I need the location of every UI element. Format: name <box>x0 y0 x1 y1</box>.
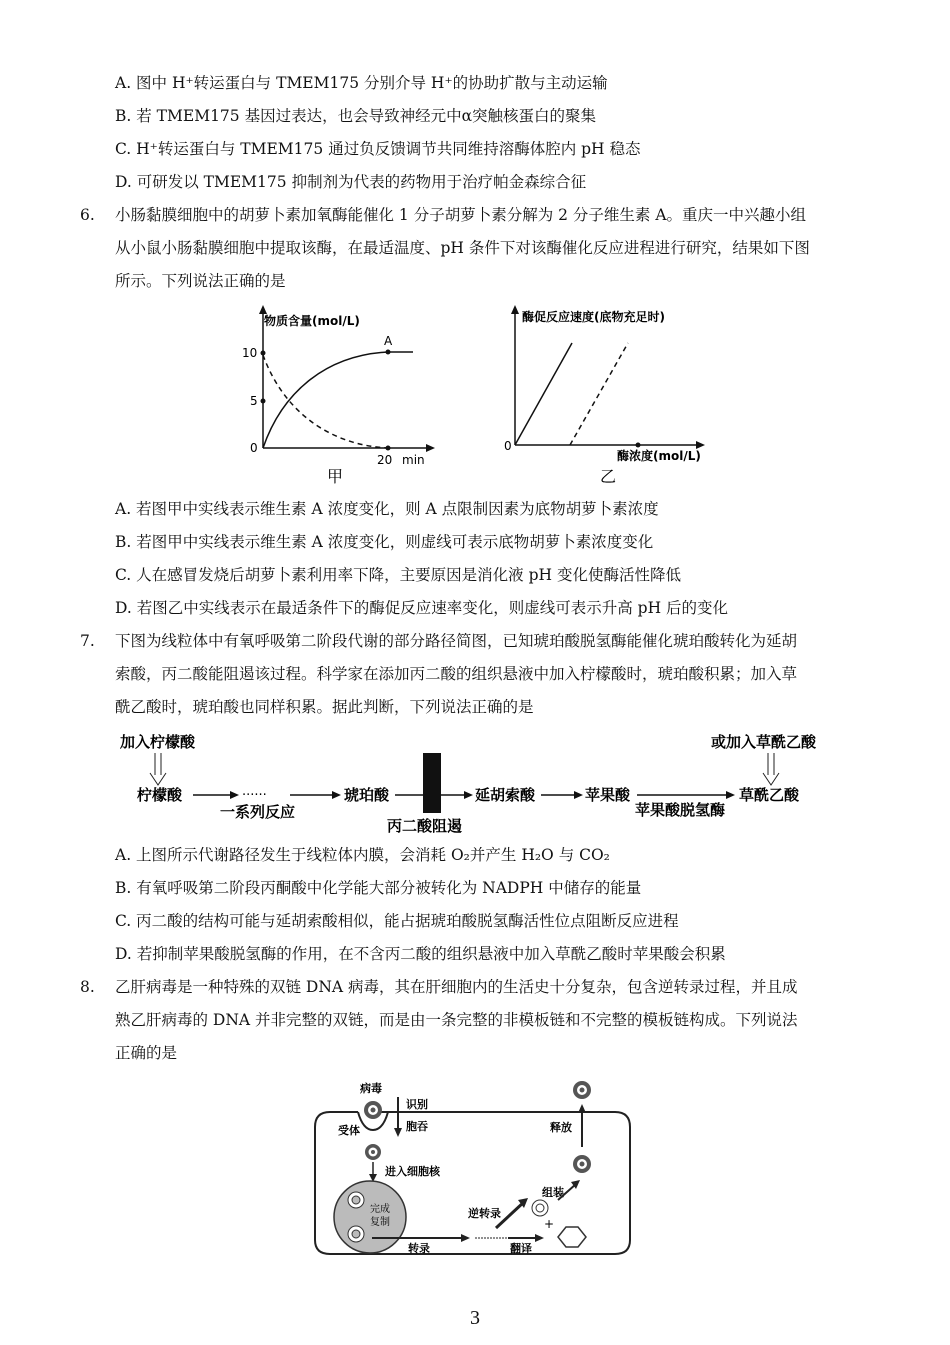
release-label: 释放 <box>550 1121 572 1134</box>
graph-yi-origin: 0 <box>504 439 512 453</box>
add-citric-label: 加入柠檬酸 <box>120 733 196 751</box>
plus-sign: + <box>544 1217 555 1231</box>
malonic-block-bar <box>423 753 441 813</box>
q6-number: 6. <box>80 206 95 224</box>
series-reactions: 一系列反应 <box>220 803 296 821</box>
endocytosis-label: 胞吞 <box>406 1120 428 1133</box>
hbv-lifecycle-diagram <box>310 1072 640 1262</box>
down-arrow-citric <box>150 753 166 785</box>
q8-number: 8. <box>80 978 95 996</box>
q7-stem-line1: 下图为线粒体中有氧呼吸第二阶段代谢的部分路径简图，已知琥珀酸脱氢酶能催化琥珀酸转化为延胡 <box>115 632 798 650</box>
graph-jia-xunit: min <box>402 453 425 467</box>
q7-option-d: D. 若抑制苹果酸脱氢酶的作用，在不含丙二酸的组织悬液中加入草酰乙酸时苹果酸会积累 <box>115 945 726 963</box>
q6-stem-line2: 从小鼠小肠黏膜细胞中提取该酶，在最适温度、pH 条件下对该酶催化反应进程进行研究，结果如下图 <box>115 239 810 257</box>
q7-stem-line3: 酰乙酸时，琥珀酸也同样积累。据此判断，下列说法正确的是 <box>115 698 534 716</box>
q7-pathway-diagram <box>115 725 845 837</box>
graph-jia-ytick-5: 5 <box>250 394 258 408</box>
graph-jia-ytick-0: 0 <box>250 441 258 455</box>
succinic-acid: 琥珀酸 <box>344 786 390 804</box>
recognize-label: 识别 <box>406 1098 428 1111</box>
receptor-label: 受体 <box>338 1124 360 1137</box>
protein-hexagon-icon <box>558 1227 586 1247</box>
graph-yi <box>500 300 720 490</box>
q8-stem-line2: 熟乙肝病毒的 DNA 并非完整的双链，而是由一条完整的非模板链和不完整的模板链构成。下列说法 <box>115 1011 798 1029</box>
graph-jia <box>238 300 438 490</box>
q8-stem-line1: 乙肝病毒是一种特殊的双链 DNA 病毒，其在肝细胞内的生活史十分复杂，包含逆转录过程，并且成 <box>115 978 798 996</box>
transcription-label: 转录 <box>408 1242 430 1255</box>
q8-stem-line3: 正确的是 <box>115 1044 178 1062</box>
translation-label: 翻译 <box>510 1242 532 1255</box>
page-number: 3 <box>470 1307 480 1329</box>
graph-yi-xlabel: 酶浓度(mol/L) <box>617 449 701 463</box>
assembled-virus-icon <box>573 1155 591 1173</box>
graph-jia-solid-curve <box>263 352 413 448</box>
graph-jia-ytick-10: 10 <box>242 346 258 360</box>
down-arrow-oxalo <box>763 753 779 785</box>
q7-number: 7. <box>80 632 95 650</box>
virus-inside-icon <box>365 1144 381 1160</box>
reverse-transcription-label: 逆转录 <box>468 1207 501 1220</box>
citric-acid: 柠檬酸 <box>137 786 183 804</box>
q5-option-a: A. 图中 H⁺转运蛋白与 TMEM175 分别介导 H⁺的协助扩散与主动运输 <box>115 74 608 92</box>
dots: ······ <box>242 788 267 803</box>
graph-jia-xtick-20: 20 <box>377 453 393 467</box>
q5-option-d: D. 可研发以 TMEM175 抑制剂为代表的药物用于治疗帕金森综合征 <box>115 173 587 191</box>
q6-stem-line1: 小肠黏膜细胞中的胡萝卜素加氧酶能催化 1 分子胡萝卜素分解为 2 分子维生素 A。重庆一中兴趣小组 <box>115 206 807 224</box>
q6-option-d: D. 若图乙中实线表示在最适条件下的酶促反应速率变化，则虚线可表示升高 pH 后的变化 <box>115 599 729 617</box>
malate-dehydrogenase: 苹果酸脱氢酶 <box>635 801 726 819</box>
complete-replication-label-1: 完成 <box>370 1204 390 1215</box>
graph-yi-ylabel: 酶促反应速度(底物充足时) <box>522 310 665 324</box>
complete-replication-label-2: 复制 <box>370 1217 390 1228</box>
virus-entry-icon <box>364 1101 382 1119</box>
q6-option-b: B. 若图甲中实线表示维生素 A 浓度变化，则虚线可表示底物胡萝卜素浓度变化 <box>115 533 654 551</box>
capsid-icon <box>532 1200 548 1216</box>
q6-stem-line3: 所示。下列说法正确的是 <box>115 272 286 290</box>
q5-option-c: C. H⁺转运蛋白与 TMEM175 通过负反馈调节共同维持溶酶体腔内 pH 稳态 <box>115 140 641 158</box>
q7-option-b: B. 有氧呼吸第二阶段丙酮酸中化学能大部分被转化为 NADPH 中储存的能量 <box>115 879 642 897</box>
assembly-label: 组装 <box>542 1186 564 1199</box>
q7-option-a: A. 上图所示代谢路径发生于线粒体内膜，会消耗 O₂并产生 H₂O 与 CO₂ <box>115 846 610 864</box>
graph-yi-solid-line <box>515 343 572 445</box>
graph-jia-ylabel: 物质含量(mol/L) <box>264 314 360 328</box>
graph-yi-caption: 乙 <box>600 467 617 486</box>
q7-stem-line2: 索酸，丙二酸能阻遏该过程。科学家在添加丙二酸的组织悬液中加入柠檬酸时，琥珀酸积累；加入草 <box>115 665 798 683</box>
add-oxalo-label: 或加入草酰乙酸 <box>711 733 817 751</box>
oxaloacetic-acid: 草酰乙酸 <box>739 786 800 804</box>
enter-nucleus-label: 进入细胞核 <box>385 1165 440 1178</box>
graph-jia-point-a: A <box>384 334 393 348</box>
graph-jia-caption: 甲 <box>327 467 344 486</box>
malonic-block-label: 丙二酸阻遏 <box>387 817 463 835</box>
released-virus-icon <box>573 1081 591 1099</box>
fumaric-acid: 延胡索酸 <box>475 786 536 804</box>
q5-option-b: B. 若 TMEM175 基因过表达，也会导致神经元中α突触核蛋白的聚集 <box>115 107 597 125</box>
virus-label: 病毒 <box>360 1082 382 1095</box>
malic-acid: 苹果酸 <box>585 786 631 804</box>
q7-option-c: C. 丙二酸的结构可能与延胡索酸相似，能占据琥珀酸脱氢酶活性位点阻断反应进程 <box>115 912 679 930</box>
graph-yi-dashed-line <box>570 343 628 445</box>
q6-option-c: C. 人在感冒发烧后胡萝卜素利用率下降，主要原因是消化液 pH 变化使酶活性降低 <box>115 566 681 584</box>
q6-option-a: A. 若图甲中实线表示维生素 A 浓度变化，则 A 点限制因素为底物胡萝卜素浓度 <box>115 500 659 518</box>
